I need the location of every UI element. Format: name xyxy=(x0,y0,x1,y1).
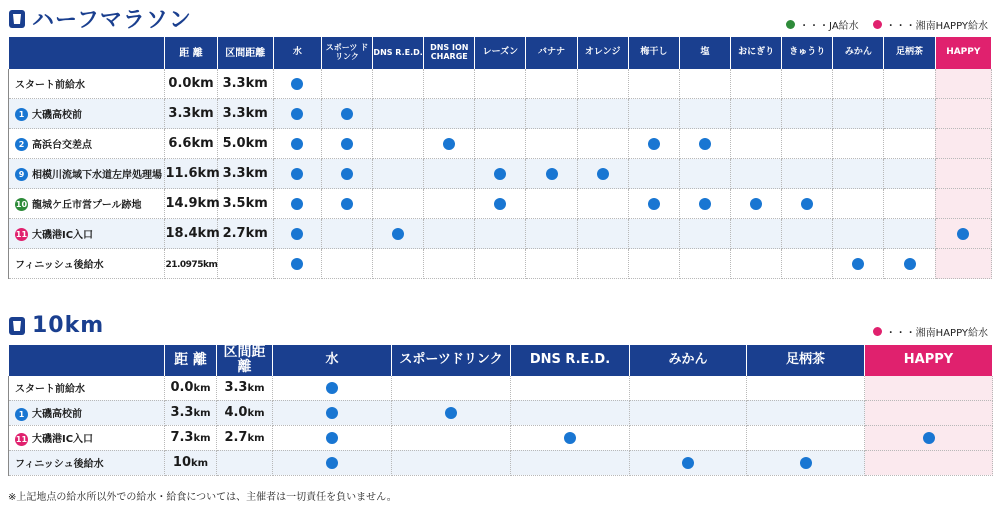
supply-cell xyxy=(511,376,630,401)
supply-cell xyxy=(321,159,372,189)
distance-value: 14.9km xyxy=(165,196,220,211)
supply-available-dot xyxy=(291,168,303,180)
supply-cell xyxy=(273,189,321,219)
supply-cell xyxy=(273,69,321,99)
column-header: オレンジ xyxy=(577,37,628,69)
supply-cell xyxy=(526,219,577,249)
supply-cell xyxy=(782,219,833,249)
half-section-title xyxy=(8,3,192,34)
supply-cell xyxy=(731,99,782,129)
location-name: 相模川流域下水道左岸処理場 xyxy=(32,169,162,181)
supply-cell xyxy=(935,159,991,189)
column-header: 梅干し xyxy=(628,37,679,69)
distance-cell xyxy=(165,129,217,159)
column-header: HAPPY xyxy=(865,345,993,376)
supply-cell xyxy=(577,69,628,99)
location-cell xyxy=(9,159,165,189)
table-row xyxy=(9,450,993,475)
location-cell xyxy=(9,249,165,279)
distance-cell xyxy=(165,400,217,425)
supply-cell xyxy=(865,450,993,475)
tenk-section-title xyxy=(8,313,104,338)
supply-cell xyxy=(475,189,526,219)
supply-cell xyxy=(731,159,782,189)
supply-cell xyxy=(747,400,865,425)
supply-cell xyxy=(273,400,392,425)
supply-cell xyxy=(373,219,424,249)
supply-available-dot xyxy=(326,432,338,444)
distance-cell xyxy=(165,159,220,189)
header-blank xyxy=(9,37,165,69)
supply-cell xyxy=(865,400,993,425)
tenk-table xyxy=(8,345,993,476)
supply-cell xyxy=(731,69,782,99)
location-cell xyxy=(9,219,165,249)
supply-cell xyxy=(273,376,392,401)
section-distance-unit: km xyxy=(247,408,265,420)
supply-available-dot xyxy=(648,198,660,210)
supply-cell xyxy=(475,159,526,189)
supply-available-dot xyxy=(291,258,303,270)
supply-cell xyxy=(833,219,884,249)
supply-cell xyxy=(679,189,730,219)
tenk-title: 10km xyxy=(32,313,105,338)
supply-cell xyxy=(526,129,577,159)
table-row xyxy=(9,189,992,219)
supply-cell xyxy=(628,99,679,129)
supply-cell xyxy=(392,376,511,401)
station-number-badge: 9 xyxy=(15,168,28,181)
location-name: 大磯港IC入口 xyxy=(32,434,94,446)
supply-cell xyxy=(679,99,730,129)
table-row xyxy=(9,69,992,99)
location-name: スタート前給水 xyxy=(15,384,85,396)
supply-cell xyxy=(373,159,424,189)
column-header: DNS R.E.D. xyxy=(373,37,424,69)
column-header: レーズン xyxy=(475,37,526,69)
supply-available-dot xyxy=(750,198,762,210)
supply-cell xyxy=(884,69,935,99)
distance-value: 10 xyxy=(172,455,191,471)
supply-cell xyxy=(747,450,865,475)
section-distance-value: 5.0km xyxy=(222,136,268,151)
location-cell xyxy=(9,400,165,425)
column-header: 区間距離 xyxy=(217,345,273,376)
supply-cell xyxy=(392,400,511,425)
supply-cell xyxy=(865,376,993,401)
location-name: 高浜台交差点 xyxy=(32,139,92,151)
supply-cell xyxy=(373,69,424,99)
supply-cell xyxy=(731,219,782,249)
supply-available-dot xyxy=(800,457,812,469)
supply-available-dot xyxy=(564,432,576,444)
supply-cell xyxy=(833,189,884,219)
location-cell xyxy=(9,450,165,475)
happy-legend-dot xyxy=(873,20,882,29)
location-name: フィニッシュ後給水 xyxy=(15,459,104,471)
table-row xyxy=(9,159,992,189)
table-row xyxy=(9,376,993,401)
supply-cell xyxy=(273,249,321,279)
station-number-badge: 11 xyxy=(15,230,28,240)
supply-cell xyxy=(526,249,577,279)
section-distance-cell xyxy=(217,425,273,450)
location-cell xyxy=(9,99,165,129)
supply-available-dot xyxy=(291,78,303,90)
supply-available-dot xyxy=(443,138,455,150)
section-distance-cell xyxy=(217,159,273,189)
supply-cell xyxy=(833,249,884,279)
supply-cell xyxy=(526,69,577,99)
distance-value: 0.0 xyxy=(170,380,194,396)
supply-cell xyxy=(273,450,392,475)
supply-cell xyxy=(884,249,935,279)
supply-cell xyxy=(628,249,679,279)
supply-cell xyxy=(424,219,475,249)
supply-cell xyxy=(475,219,526,249)
supply-available-dot xyxy=(341,198,353,210)
column-header: おにぎり xyxy=(731,37,782,69)
section-distance-cell xyxy=(217,450,273,475)
supply-cell xyxy=(679,249,730,279)
section-distance-cell xyxy=(217,69,273,99)
supply-cell xyxy=(833,99,884,129)
distance-value: 7.3 xyxy=(170,430,194,446)
section-distance-value: 3.3km xyxy=(222,106,268,121)
supply-cell xyxy=(373,99,424,129)
column-header: スポーツドリンク xyxy=(392,345,511,376)
section-distance-cell xyxy=(217,376,273,401)
station-number-badge: 2 xyxy=(15,138,28,151)
supply-cell xyxy=(273,425,392,450)
supply-cell xyxy=(747,376,865,401)
supply-cell xyxy=(628,159,679,189)
supply-cell xyxy=(833,129,884,159)
supply-cell xyxy=(321,99,372,129)
supply-cell xyxy=(273,159,321,189)
supply-available-dot xyxy=(852,258,864,270)
location-cell xyxy=(9,189,165,219)
section-distance-cell xyxy=(217,189,273,219)
supply-available-dot xyxy=(597,168,609,180)
cup-icon xyxy=(8,316,26,336)
supply-available-dot xyxy=(326,457,338,469)
supply-cell xyxy=(782,249,833,279)
location-name: 大磯高校前 xyxy=(32,109,82,121)
supply-available-dot xyxy=(923,432,935,444)
happy-legend-label: ・・・湘南HAPPY給水 xyxy=(885,21,988,32)
supply-cell xyxy=(628,189,679,219)
supply-cell xyxy=(628,129,679,159)
distance-unit: km xyxy=(191,458,209,470)
header-row xyxy=(9,37,992,69)
supply-cell xyxy=(884,159,935,189)
location-cell xyxy=(9,425,165,450)
supply-cell xyxy=(935,129,991,159)
station-number-badge: 10 xyxy=(15,200,28,210)
supply-available-dot xyxy=(494,168,506,180)
distance-unit: km xyxy=(193,433,211,445)
supply-cell xyxy=(321,189,372,219)
supply-available-dot xyxy=(801,198,813,210)
section-distance-cell xyxy=(217,249,273,279)
column-header: みかん xyxy=(630,345,747,376)
supply-available-dot xyxy=(445,407,457,419)
supply-cell xyxy=(630,450,747,475)
distance-value: 6.6km xyxy=(168,136,214,151)
supply-available-dot xyxy=(699,138,711,150)
supply-cell xyxy=(424,69,475,99)
column-header: みかん xyxy=(833,37,884,69)
supply-cell xyxy=(630,425,747,450)
supply-cell xyxy=(935,69,991,99)
supply-cell xyxy=(373,189,424,219)
distance-value: 18.4km xyxy=(165,226,220,241)
happy-legend-dot xyxy=(873,327,882,336)
section-distance-cell xyxy=(217,129,273,159)
table-row xyxy=(9,425,993,450)
location-cell xyxy=(9,129,165,159)
supply-available-dot xyxy=(957,228,969,240)
section-distance-value: 2.7km xyxy=(222,226,268,241)
supply-cell xyxy=(782,99,833,129)
supply-cell xyxy=(630,400,747,425)
supply-cell xyxy=(628,219,679,249)
supply-cell xyxy=(833,159,884,189)
supply-cell xyxy=(373,129,424,159)
distance-cell xyxy=(165,219,220,249)
distance-cell xyxy=(165,69,217,99)
supply-cell xyxy=(935,219,991,249)
section-distance-unit: km xyxy=(247,433,265,445)
column-header: バナナ xyxy=(526,37,577,69)
supply-cell xyxy=(475,69,526,99)
supply-cell xyxy=(679,69,730,99)
supply-cell xyxy=(424,99,475,129)
distance-cell xyxy=(165,425,217,450)
distance-value: 3.3km xyxy=(168,106,214,121)
section-distance-value: 2.7 xyxy=(224,430,248,446)
supply-available-dot xyxy=(699,198,711,210)
location-name: スタート前給水 xyxy=(15,80,85,91)
supply-cell xyxy=(577,129,628,159)
table-row xyxy=(9,99,992,129)
location-cell xyxy=(9,376,165,401)
distance-value: 0.0km xyxy=(168,76,214,91)
supply-cell xyxy=(935,189,991,219)
section-distance-cell xyxy=(217,219,273,249)
column-header: 水 xyxy=(273,345,392,376)
supply-cell xyxy=(511,400,630,425)
column-header: スポーツ ドリンク xyxy=(321,37,372,69)
location-cell xyxy=(9,69,165,99)
location-name: 大磯港IC入口 xyxy=(32,229,94,241)
supply-cell xyxy=(273,129,321,159)
supply-cell xyxy=(577,219,628,249)
distance-cell xyxy=(165,450,217,475)
ja-legend-label: ・・・JA給水 xyxy=(799,21,859,32)
supply-cell xyxy=(392,450,511,475)
supply-available-dot xyxy=(341,138,353,150)
supply-available-dot xyxy=(392,228,404,240)
supply-cell xyxy=(935,249,991,279)
tenk-legend xyxy=(873,324,988,339)
distance-cell xyxy=(165,376,217,401)
section-distance-value: 3.3km xyxy=(222,76,268,91)
supply-cell xyxy=(321,69,372,99)
distance-unit: km xyxy=(193,383,211,395)
supply-cell xyxy=(782,69,833,99)
location-name: フィニッシュ後給水 xyxy=(15,260,104,271)
cup-icon xyxy=(8,9,26,29)
supply-available-dot xyxy=(904,258,916,270)
half-legend xyxy=(786,17,988,32)
supply-cell xyxy=(577,99,628,129)
half-title: ハーフマラソン xyxy=(32,8,192,33)
supply-available-dot xyxy=(326,382,338,394)
section-distance-value: 3.5km xyxy=(222,196,268,211)
column-header: 水 xyxy=(273,37,321,69)
section-distance-value: 3.3km xyxy=(222,166,268,181)
distance-cell xyxy=(165,99,217,129)
station-number-badge: 11 xyxy=(15,434,28,444)
half-marathon-table xyxy=(8,37,992,279)
table-row xyxy=(9,219,992,249)
supply-cell xyxy=(884,219,935,249)
column-header: 距 離 xyxy=(165,345,217,376)
supply-cell xyxy=(526,189,577,219)
supply-cell xyxy=(424,189,475,219)
footnote: ※上記地点の給水所以外での給水・給食については、主催者は一切責任を負いません。 xyxy=(8,492,397,503)
supply-available-dot xyxy=(291,198,303,210)
supply-cell xyxy=(747,425,865,450)
supply-cell xyxy=(577,249,628,279)
supply-cell xyxy=(884,189,935,219)
station-number-badge: 1 xyxy=(15,408,28,421)
supply-cell xyxy=(321,129,372,159)
supply-cell xyxy=(273,219,321,249)
distance-cell xyxy=(165,189,220,219)
distance-unit: km xyxy=(193,408,211,420)
distance-value: 11.6km xyxy=(165,166,220,181)
supply-cell xyxy=(782,159,833,189)
station-number-badge: 1 xyxy=(15,108,28,121)
column-header: きゅうり xyxy=(782,37,833,69)
supply-cell xyxy=(475,99,526,129)
column-header: 区間距離 xyxy=(217,37,273,69)
supply-cell xyxy=(475,249,526,279)
supply-cell xyxy=(424,129,475,159)
supply-cell xyxy=(935,99,991,129)
supply-cell xyxy=(731,249,782,279)
supply-cell xyxy=(630,376,747,401)
column-header: 足柄茶 xyxy=(884,37,935,69)
table-row xyxy=(9,129,992,159)
happy-legend-label: ・・・湘南HAPPY給水 xyxy=(885,328,988,339)
supply-cell xyxy=(511,450,630,475)
supply-available-dot xyxy=(291,108,303,120)
supply-cell xyxy=(424,159,475,189)
section-distance-value: 3.3 xyxy=(224,380,248,396)
section-distance-value: 4.0 xyxy=(224,405,248,421)
supply-cell xyxy=(884,99,935,129)
supply-cell xyxy=(321,219,372,249)
supply-available-dot xyxy=(341,108,353,120)
supply-cell xyxy=(526,99,577,129)
supply-cell xyxy=(679,129,730,159)
column-header: DNS R.E.D. xyxy=(511,345,630,376)
supply-cell xyxy=(511,425,630,450)
supply-cell xyxy=(865,425,993,450)
section-distance-cell xyxy=(217,99,273,129)
supply-cell xyxy=(273,99,321,129)
supply-cell xyxy=(833,69,884,99)
supply-available-dot xyxy=(494,198,506,210)
column-header: 塩 xyxy=(679,37,730,69)
supply-cell xyxy=(731,189,782,219)
column-header: DNS ION CHARGE xyxy=(424,37,475,69)
supply-cell xyxy=(424,249,475,279)
supply-cell xyxy=(782,189,833,219)
supply-available-dot xyxy=(326,407,338,419)
table-row xyxy=(9,249,992,279)
header-blank xyxy=(9,345,165,376)
supply-available-dot xyxy=(291,138,303,150)
section-distance-unit: km xyxy=(247,383,265,395)
column-header: 距 離 xyxy=(165,37,217,69)
supply-cell xyxy=(577,159,628,189)
column-header: 足柄茶 xyxy=(747,345,865,376)
location-name: 大磯高校前 xyxy=(32,409,82,421)
supply-available-dot xyxy=(682,457,694,469)
supply-cell xyxy=(679,219,730,249)
distance-value: 21.0975km xyxy=(165,260,218,270)
supply-cell xyxy=(679,159,730,189)
supply-available-dot xyxy=(546,168,558,180)
table-row xyxy=(9,400,993,425)
header-row xyxy=(9,345,993,376)
supply-cell xyxy=(782,129,833,159)
distance-cell xyxy=(165,249,217,279)
supply-cell xyxy=(628,69,679,99)
column-header: HAPPY xyxy=(935,37,991,69)
supply-cell xyxy=(577,189,628,219)
ja-legend-dot xyxy=(786,20,795,29)
supply-cell xyxy=(475,129,526,159)
supply-cell xyxy=(321,249,372,279)
location-name: 龍城ケ丘市営プール跡地 xyxy=(32,199,142,211)
supply-cell xyxy=(731,129,782,159)
supply-cell xyxy=(392,425,511,450)
supply-cell xyxy=(884,129,935,159)
supply-cell xyxy=(373,249,424,279)
supply-available-dot xyxy=(341,168,353,180)
supply-available-dot xyxy=(648,138,660,150)
section-distance-cell xyxy=(217,400,273,425)
supply-available-dot xyxy=(291,228,303,240)
distance-value: 3.3 xyxy=(170,405,194,421)
supply-cell xyxy=(526,159,577,189)
